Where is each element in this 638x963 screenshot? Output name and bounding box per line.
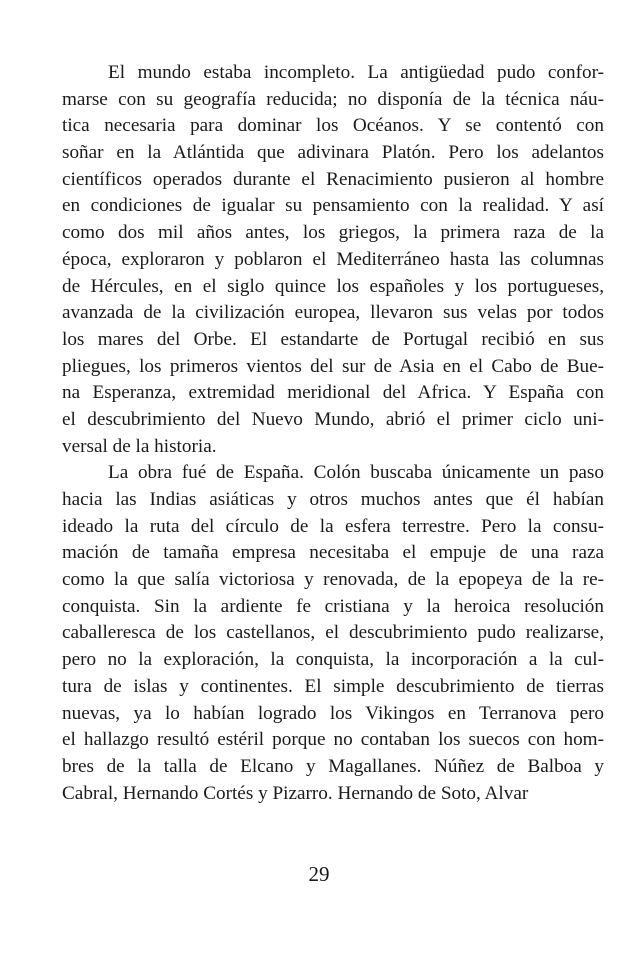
- text-line: El mundo estaba incompleto. La antigüedad pudo confor-: [108, 62, 604, 83]
- text-line: caballeresca de los castellanos, el descubrimiento pudo realizarse,: [62, 622, 604, 644]
- text-line: na Esperanza, extremidad meridional del Africa. Y España con: [62, 382, 604, 404]
- text-line: soñar en la Atlántida que adivinara Platón. Pero los adelantos: [62, 142, 604, 164]
- text-line: tica necesaria para dominar los Océanos. Y se contentó con: [62, 115, 604, 137]
- text-line: como dos mil años antes, los griegos, la primera raza de la: [62, 222, 604, 244]
- text-line: marse con su geografía reducida; no disponía de la técnica náu-: [62, 88, 604, 110]
- text-line: Cabral, Hernando Cortés y Pizarro. Hernando de Soto, Alvar: [62, 782, 529, 804]
- text-line: tura de islas y continentes. El simple descubrimiento de tierras: [62, 675, 604, 697]
- text-line: como la que salía victoriosa y renovada, de la epopeya de la re-: [62, 569, 604, 591]
- text-line: hacia las Indias asiáticas y otros muchos antes que él habían: [62, 489, 604, 510]
- text-line: de Hércules, en el siglo quince los españoles y los portugueses,: [62, 275, 604, 297]
- text-line: los mares del Orbe. El estandarte de Portugal recibió en sus: [62, 328, 604, 350]
- text-line: científicos operados durante el Renacimiento pusieron al hombre: [62, 168, 604, 190]
- text-line: el descubrimiento del Nuevo Mundo, abrió el primer ciclo uni-: [62, 408, 604, 430]
- text-line: versal de la historia.: [62, 435, 217, 457]
- body-text: [62, 60, 604, 807]
- paragraph: [62, 60, 604, 460]
- text-line: bres de la talla de Elcano y Magallanes. Núñez de Balboa y: [62, 755, 604, 777]
- text-line: época, exploraron y poblaron el Mediterráneo hasta las columnas: [62, 248, 604, 270]
- text-line: ideado la ruta del círculo de la esfera terrestre. Pero la consu-: [62, 515, 604, 537]
- text-line: conquista. Sin la ardiente fe cristiana y la heroica resolución: [62, 595, 604, 617]
- text-line: el hallazgo resultó estéril porque no contaban los suecos con hom-: [62, 729, 604, 751]
- page-number: 29: [308, 862, 330, 886]
- text-line: nuevas, ya lo habían logrado los Vikingos en Terranova pero: [62, 702, 604, 724]
- text-line: pliegues, los primeros vientos del sur de Asia en el Cabo de Bue-: [62, 355, 604, 377]
- text-line: avanzada de la civilización europea, llevaron sus velas por todos: [62, 302, 604, 324]
- text-line: La obra fué de España. Colón buscaba únicamente un paso: [108, 462, 604, 484]
- text-line: en condiciones de igualar su pensamiento con la realidad. Y así: [62, 195, 604, 217]
- text-line: mación de tamaña empresa necesitaba el empuje de una raza: [62, 542, 604, 564]
- paragraph: [62, 460, 604, 807]
- text-line: pero no la exploración, la conquista, la incorporación a la cul-: [62, 649, 604, 671]
